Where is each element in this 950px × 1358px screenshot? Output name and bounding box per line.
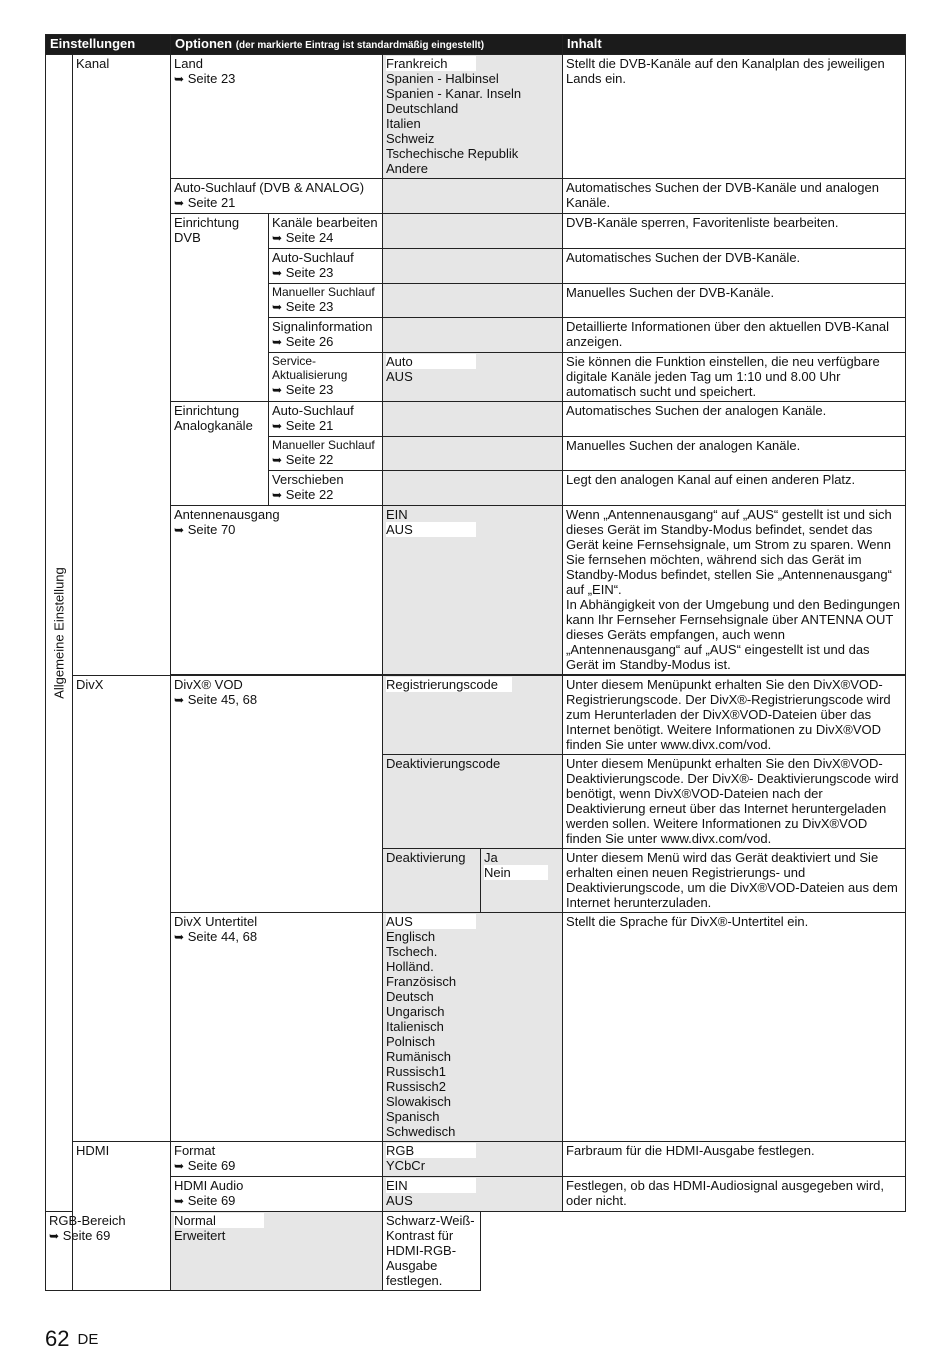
arrow-right-icon: ➥: [272, 300, 283, 314]
group-divx: DivX: [73, 676, 171, 1142]
group-kanal: Kanal: [73, 55, 171, 676]
arrow-right-icon: ➥: [174, 1194, 185, 1208]
options-antenne: EIN AUS: [383, 506, 563, 675]
option-selected: RGB: [386, 1143, 476, 1158]
setting-service: Service- Aktualisierung ➥ Seite 23: [269, 353, 383, 402]
arrow-right-icon: ➥: [174, 1159, 185, 1173]
language-code: DE: [77, 1331, 99, 1348]
header-einstellungen: Einstellungen: [46, 35, 171, 55]
options-registrierungscode: Registrierungscode: [383, 676, 563, 755]
arrow-right-icon: ➥: [174, 930, 185, 944]
arrow-right-icon: ➥: [174, 523, 185, 537]
desc-ana-manuell: Manuelles Suchen der analogen Kanäle.: [563, 437, 906, 471]
option-selected: Normal: [174, 1213, 264, 1228]
setting-autosuch-all: Auto-Suchlauf (DVB & ANALOG) ➥ Seite 21: [171, 179, 383, 214]
desc-dvb-auto: Automatisches Suchen der DVB-Kanäle.: [563, 249, 906, 284]
option-selected: AUS: [386, 914, 476, 929]
options-service: Auto AUS: [383, 353, 563, 402]
desc-divx-sub: Stellt die Sprache für DivX®-Untertitel ein.: [563, 913, 906, 1142]
header-row: [46, 35, 906, 55]
arrow-right-icon: ➥: [272, 231, 283, 245]
page-number: 62: [45, 1326, 70, 1351]
arrow-right-icon: ➥: [174, 196, 185, 210]
option-selected: AUS: [386, 522, 476, 537]
desc-dvb-manuell: Manuelles Suchen der DVB-Kanäle.: [563, 284, 906, 318]
row-antenne: [46, 506, 906, 675]
desc-rgb-bereich: Schwarz-Weiß-Kontrast für HDMI-RGB-Ausgabe festlegen.: [383, 1212, 481, 1291]
options-deaktivierung: Ja Nein: [481, 849, 563, 913]
setting-ana-manuell: Manueller Suchlauf ➥ Seite 22: [269, 437, 383, 471]
arrow-right-icon: ➥: [49, 1229, 60, 1243]
row-format: [46, 1142, 906, 1177]
setting-hdmi-audio: HDMI Audio ➥ Seite 69: [171, 1177, 383, 1212]
row-rgb-bereich: [46, 1212, 906, 1291]
desc-autosuch-all: Automatisches Suchen der DVB-Kanäle und analogen Kanäle.: [563, 179, 906, 214]
header-optionen: Optionen (der markierte Eintrag ist standardmäßig eingestellt): [171, 35, 563, 55]
arrow-right-icon: ➥: [272, 453, 283, 467]
row-divx-sub: [46, 913, 906, 1142]
setting-kanaele-bearbeiten: Kanäle bearbeiten ➥ Seite 24: [269, 214, 383, 249]
setting-land: Land ➥ Seite 23: [171, 55, 383, 179]
desc-format: Farbraum für die HDMI-Ausgabe festlegen.: [563, 1142, 906, 1177]
group-hdmi: HDMI: [73, 1142, 171, 1291]
options-rgb-bereich: Normal Erweitert: [171, 1212, 383, 1291]
setting-dvb-manuell: Manueller Suchlauf ➥ Seite 23: [269, 284, 383, 318]
setting-einrichtung-dvb: Einrichtung DVB: [171, 214, 269, 402]
arrow-right-icon: ➥: [174, 72, 185, 86]
desc-service: Sie können die Funktion einstellen, die neu verfügbare digitale Kanäle jeden Tag um 1:10 und 8.00 Uhr automatisch sucht und speichert.: [563, 353, 906, 402]
row-autosuch-all: [46, 179, 906, 214]
options-land: Frankreich Spanien - Halbinsel Spanien - Kanar. Inseln Deutschland Italien Schweiz Tschechische Republik Andere: [383, 55, 563, 179]
desc-verschieben: Legt den analogen Kanal auf einen anderen Platz.: [563, 471, 906, 506]
desc-kanaele-bearbeiten: DVB-Kanäle sperren, Favoritenliste bearbeiten.: [563, 214, 906, 249]
options-deaktivierungscode: Deaktivierungscode: [383, 755, 563, 849]
options-hdmi-audio: EIN AUS: [383, 1177, 563, 1212]
section-cell: [46, 55, 73, 1212]
setting-divx-vod: DivX® VOD ➥ Seite 45, 68: [171, 676, 383, 913]
section-label: Allgemeine Einstellung: [51, 567, 67, 699]
arrow-right-icon: ➥: [272, 383, 283, 397]
setting-ana-auto: Auto-Suchlauf ➥ Seite 21: [269, 402, 383, 437]
row-hdmi-audio: [46, 1177, 906, 1212]
arrow-right-icon: ➥: [272, 335, 283, 349]
option-selected: Frankreich: [386, 56, 476, 71]
arrow-right-icon: ➥: [272, 266, 283, 280]
desc-land: Stellt die DVB-Kanäle auf den Kanalplan des jeweiligen Lands ein.: [563, 55, 906, 179]
desc-ana-auto: Automatisches Suchen der analogen Kanäle.: [563, 402, 906, 437]
option-selected: Nein: [484, 865, 548, 880]
header-inhalt: Inhalt: [563, 35, 906, 55]
setting-verschieben: Verschieben ➥ Seite 22: [269, 471, 383, 506]
setting-antenne: Antennenausgang ➥ Seite 70: [171, 506, 383, 675]
options-deaktivierung-label: Deaktivierung: [383, 849, 481, 913]
row-land: [46, 55, 906, 179]
setting-einrichtung-analog: Einrichtung Analogkanäle: [171, 402, 269, 506]
arrow-right-icon: ➥: [272, 488, 283, 502]
options-divx-sub: AUS Englisch Tschech. Holländ. Französisch Deutsch Ungarisch Italienisch Polnisch Rumänisch Russisch1 Russisch2 Slowakisch Spanisch Schwedisch: [383, 913, 563, 1142]
options-format: RGB YCbCr: [383, 1142, 563, 1177]
row-divx-reg: [46, 676, 906, 755]
option-selected: Auto: [386, 354, 476, 369]
desc-signal: Detaillierte Informationen über den aktuellen DVB-Kanal anzeigen.: [563, 318, 906, 353]
setting-signal: Signalinformation ➥ Seite 26: [269, 318, 383, 353]
row-kanaele-bearbeiten: [46, 214, 906, 249]
setting-format: Format ➥ Seite 69: [171, 1142, 383, 1177]
page-footer: [45, 1326, 98, 1352]
row-ana-auto: [46, 402, 906, 437]
desc-antenne: Wenn „Antennenausgang“ auf „AUS“ gestellt ist und sich dieses Gerät im Standby-Modus befindet, sendet das Gerät keine Fernsehsignale, um Strom zu sparen. Wenn Sie fernsehen möchten, während sich das Gerät im Standby-Modus befindet, stellen Sie „Antennenausgang“ auf „EIN“. In Abhängigkeit von der Umgebung und den Bedingungen kann Ihr Fernseher Fernsehsignale über ANTENNA OUT dieses Geräts empfangen, auch wenn „Antennenausgang“ auf „AUS“ eingestellt ist und das Gerät im Standby-Modus ist.: [563, 506, 906, 675]
setting-dvb-auto: Auto-Suchlauf ➥ Seite 23: [269, 249, 383, 284]
setting-rgb-bereich: RGB-Bereich ➥ Seite 69: [46, 1212, 171, 1291]
option-selected: EIN: [386, 1178, 476, 1193]
desc-hdmi-audio: Festlegen, ob das HDMI-Audiosignal ausgegeben wird, oder nicht.: [563, 1177, 906, 1212]
desc-deaktivierungscode: Unter diesem Menüpunkt erhalten Sie den DivX®VOD-Deaktivierungscode. Der DivX®- Deaktivierungscode wird benötigt, wenn DivX®VOD-Dateien nach der Deaktivierung erneut über das Internet heruntergeladen werden sollen. Weitere Informationen zu DivX®VOD finden Sie unter www.divx.com/vod.: [563, 755, 906, 849]
arrow-right-icon: ➥: [272, 419, 283, 433]
desc-registrierungscode: Unter diesem Menüpunkt erhalten Sie den DivX®VOD-Registrierungscode. Der DivX®-Registrierungscode wird zum Herunterladen der DivX®VOD-Dateien über das Internet benötigt. Weitere Informationen zu DivX®VOD finden Sie unter www.divx.com/vod.: [563, 676, 906, 755]
arrow-right-icon: ➥: [174, 693, 185, 707]
desc-deaktivierung: Unter diesem Menü wird das Gerät deaktiviert und Sie erhalten einen neuen Registrierungs- und Deaktivierungscode, um die DivX®VOD-Dateien aus dem Internet herunterzuladen.: [563, 849, 906, 913]
settings-table: [45, 34, 906, 1291]
setting-divx-sub: DivX Untertitel ➥ Seite 44, 68: [171, 913, 383, 1142]
